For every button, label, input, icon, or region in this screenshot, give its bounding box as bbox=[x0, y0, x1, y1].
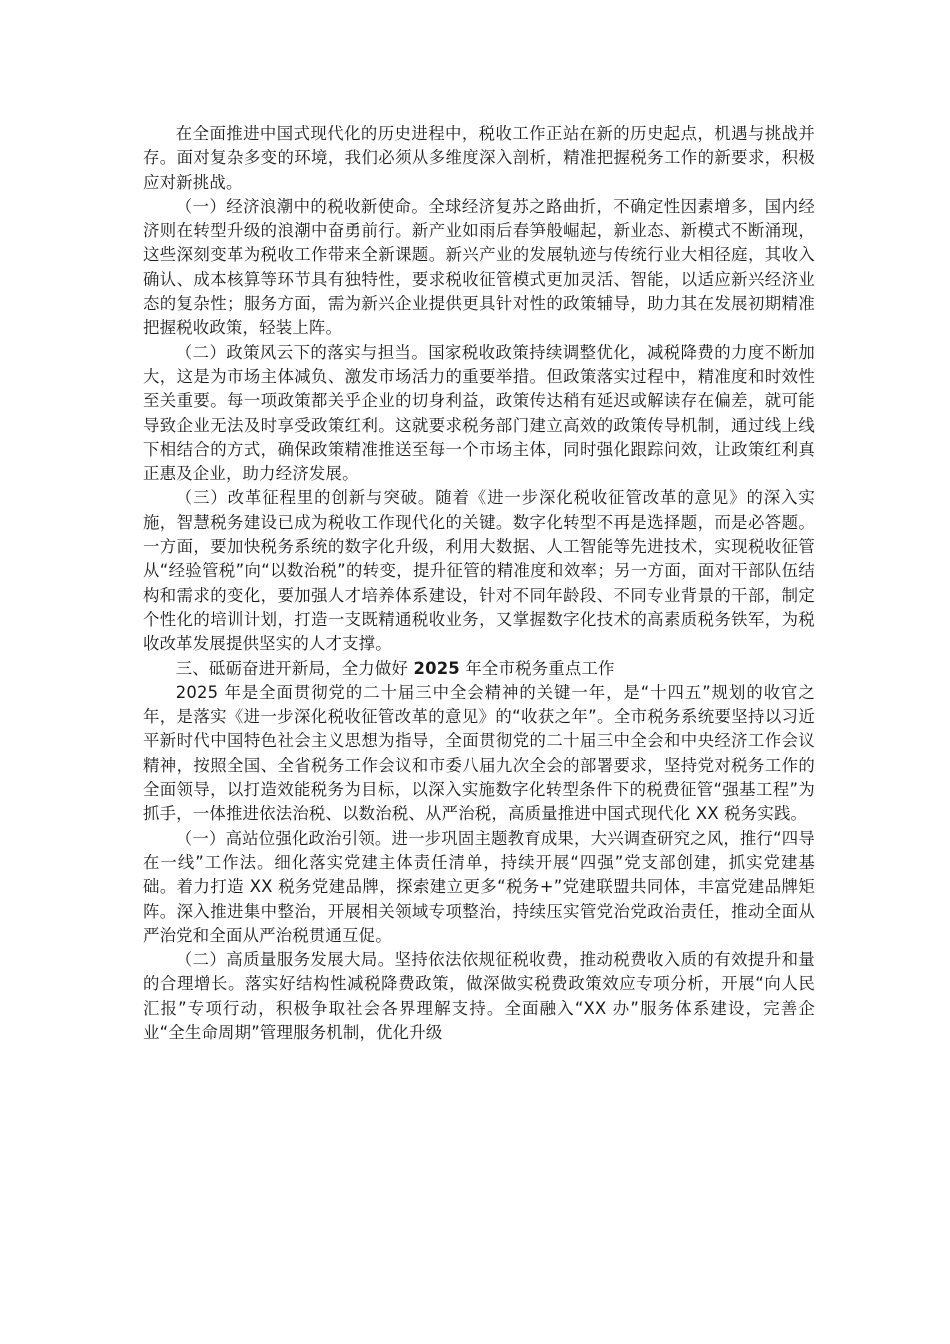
year-2025-paragraph: 2025 年是全面贯彻党的二十届三中全会精神的关键一年，是“十四五”规划的收官之年，是落实《进一步深化税收征管改革的意见》的“收获之年”。全市税务系统要坚持以习近平新时代中国特色社会主义思想为指导，全面贯彻党的二十届三中全会和中央经济工作会议精神，按照全国、全省税务工作会议和市委八届九次全会的部署要求，坚持党对税务工作的全面领导，以打造效能税务为目标，以深入实施数字化转型条件下的税费征管“强基工程”为抓手，一体推进依法治税、以数治税、从严治税，高质量推进中国式现代化 XX 税务实践。 bbox=[143, 682, 815, 824]
heading-year: 2025 bbox=[413, 658, 460, 678]
section-economy-paragraph: （一）经济浪潮中的税收新使命。全球经济复苏之路曲折，不确定性因素增多，国内经济则在转型升级的浪潮中奋勇前行。新产业如雨后春笋般崛起，新业态、新模式不断涌现，这些深刻变革为税收工作带来全新课题。新兴产业的发展轨迹与传统行业大相径庭，其收入确认、成本核算等环节具有独特性，要求税收征管模式更加灵活、智能，以适应新兴经济业态的复杂性；服务方面，需为新兴企业提供更具针对性的政策辅导，助力其在发展初期精准把握税收政策，轻装上阵。 bbox=[143, 196, 815, 338]
heading-text-after: 年全市税务重点工作 bbox=[459, 658, 615, 678]
document-body bbox=[143, 122, 815, 1045]
section-reform-paragraph: （三）改革征程里的创新与突破。随着《进一步深化税收征管改革的意见》的深入实施，智慧税务建设已成为税收工作现代化的关键。数字化转型不再是选择题，而是必答题。一方面，要加快税务系统的数字化升级，利用大数据、人工智能等先进技术，实现税收征管从“经验管税”向“以数治税”的转变，提升征管的精准度和效率；另一方面，面对干部队伍结构和需求的变化，要加强人才培养体系建设，针对不同年龄段、不同专业背景的干部，制定个性化的培训计划，打造一支既精通税收业务，又掌握数字化技术的高素质税务铁军，为税收改革发展提供坚实的人才支撑。 bbox=[143, 488, 815, 654]
section-heading bbox=[143, 657, 815, 681]
section-policy-paragraph: （二）政策风云下的落实与担当。国家税收政策持续调整优化，减税降费的力度不断加大，这是为市场主体减负、激发市场活力的重要举措。但政策落实过程中，精准度和时效性至关重要。每一项政策都关乎企业的切身利益，政策传达稍有延迟或解读存在偏差，就可能导致企业无法及时享受政策红利。这就要求税务部门建立高效的政策传导机制，通过线上线下相结合的方式，确保政策精准推送至每一个市场主体，同时强化跟踪问效，让政策红利真正惠及企业，助力经济发展。 bbox=[143, 342, 815, 484]
heading-text-before: 三、砥砺奋进开新局，全力做好 bbox=[175, 658, 414, 678]
intro-paragraph: 在全面推进中国式现代化的历史进程中，税收工作正站在新的历史起点，机遇与挑战并存。面对复杂多变的环境，我们必须从多维度深入剖析，精准把握税务工作的新要求，积极应对新挑战。 bbox=[143, 124, 815, 192]
political-leadership-paragraph: （一）高站位强化政治引领。进一步巩固主题教育成果，大兴调查研究之风，推行“四导在一线”工作法。细化落实党建主体责任清单，持续开展“四强”党支部创建，抓实党建基础。着力打造 XX 税务党建品牌，探索建立更多“税务+”党建联盟共同体，丰富党建品牌矩阵。深入推进集中整治，开展相关领域专项整治，持续压实管党治党政治责任，推动全面从严治党和全面从严治税贯通互促。 bbox=[143, 828, 815, 945]
service-development-paragraph: （二）高质量服务发展大局。坚持依法依规征税收费，推动税费收入质的有效提升和量的合理增长。落实好结构性减税降费政策，做深做实税费政策效应专项分析，开展“向人民汇报”专项行动，积极争取社会各界理解支持。全面融入“XX 办”服务体系建设，完善企业“全生命周期”管理服务机制，优化升级 bbox=[143, 950, 815, 1042]
